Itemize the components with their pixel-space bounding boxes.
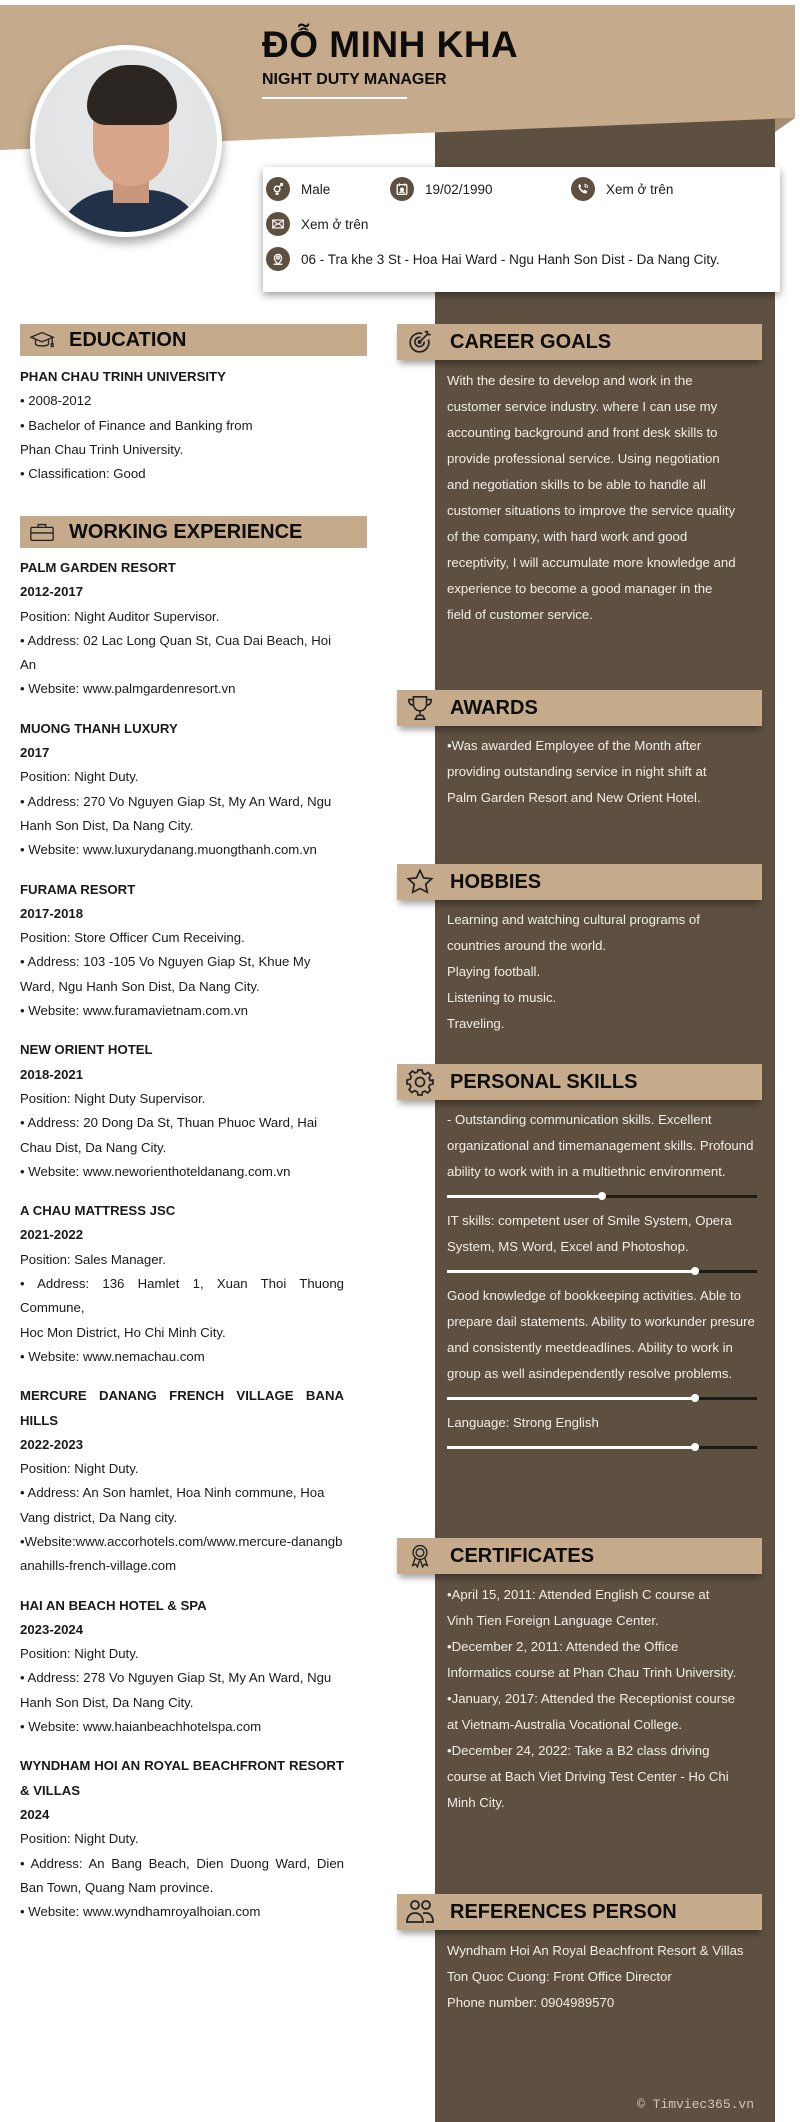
- slider-knob: [691, 1267, 699, 1275]
- slider-knob: [691, 1394, 699, 1402]
- trophy-icon: [405, 693, 435, 723]
- experience-item: PALM GARDEN RESORT 2012-2017 Position: Night Auditor Supervisor. • Address: 02 Lac Long Quan St, Cua Dai Beach, Hoi An • Website: www.palmgardenresort.vn: [20, 560, 332, 697]
- job-title: NIGHT DUTY MANAGER: [262, 71, 447, 88]
- experience-list: [20, 556, 344, 1939]
- education-school: PHAN CHAU TRINH UNIVERSITY: [20, 369, 226, 384]
- location-pin-icon: [266, 247, 290, 271]
- education-content: [20, 365, 344, 486]
- job-title-underline: [262, 97, 407, 99]
- envelope-icon: [266, 212, 290, 236]
- experience-item: FURAMA RESORT 2017-2018 Position: Store Officer Cum Receiving. • Address: 103 -105 Vo Nguyen Giap St, Khue My Ward, Ngu Hanh Son Dist, Da Nang City. • Website: www.furamavietnam.com.vn: [20, 881, 311, 1019]
- reference-person: Ton Quoc Cuong: Front Office Director: [447, 1969, 672, 1984]
- contact-birthday: 19/02/1990: [390, 177, 493, 201]
- hobby-item: Playing football.: [447, 964, 541, 979]
- section-header-awards: AWARDS: [397, 690, 762, 726]
- experience-item: NEW ORIENT HOTEL 2018-2021 Position: Night Duty Supervisor. • Address: 20 Dong Da St, Thuan Phuoc Ward, Hai Chau Dist, Da Nang City. • Website: www.neworienthoteldanang.com.vn: [20, 1042, 318, 1179]
- experience-item: MUONG THANH LUXURY 2017 Position: Night Duty. • Address: 270 Vo Nguyen Giap St, My An Ward, Ngu Hanh Son Dist, Da Nang City. • Website: www.luxurydanang.muongthanh.com.vn: [20, 720, 332, 858]
- certificates-list: [447, 1582, 737, 1816]
- skills-list: [447, 1107, 760, 1459]
- experience-item: MERCURE DANANG FRENCH VILLAGE BANA HILLS 2022-2023 Position: Night Duty. • Address: An Son hamlet, Hoa Ninh commune, Hoa Vang district, Da Nang city. •Website:www.accorhotels.com/www.mercure-danangb anahills-french-village.com: [20, 1388, 344, 1574]
- awards-text: •Was awarded Employee of the Month after providing outstanding service in night shift at Palm Garden Resort and New Orient Hotel.: [447, 738, 707, 805]
- contact-gender: Male: [266, 177, 330, 201]
- skill-level-slider: [447, 1397, 757, 1400]
- section-header-hobbies: HOBBIES: [397, 864, 762, 900]
- phone-icon: [571, 177, 595, 201]
- reference-company: Wyndham Hoi An Royal Beachfront Resort & Villas: [447, 1943, 744, 1958]
- star-icon: [405, 867, 435, 897]
- experience-item: WYNDHAM HOI AN ROYAL BEACHFRONT RESORT & VILLAS 2024 Position: Night Duty. • Address: An Bang Beach, Dien Duong Ward, Dien Ban Town, Quang Nam province. • Website: www.wyndhamroyalhoian.com: [20, 1758, 344, 1920]
- career-goals-text: With the desire to develop and work in the customer service industry. where I can use my accounting background and front desk skills to provide professional service. Using negotiation and negotiation skills to be able to handle all customer situations to improve the service quality of the company, with hard work and good receptivity, I will accumulate more knowledge and experience to become a good manager in the field of customer service.: [447, 373, 736, 622]
- section-header-career-goals: CAREER GOALS: [397, 324, 762, 360]
- section-header-references: REFERENCES PERSON: [397, 1894, 762, 1930]
- target-icon: [405, 327, 435, 357]
- skill-level-slider: [447, 1270, 757, 1273]
- reference-phone: Phone number: 0904989570: [447, 1995, 615, 2010]
- skill-item: IT skills: competent user of Smile System, Opera System, MS Word, Excel and Photoshop.: [447, 1208, 760, 1273]
- experience-item: A CHAU MATTRESS JSC 2021-2022 Position: Sales Manager. • Address: 136 Hamlet 1, Xuan Thoi Thuong Commune, Hoc Mon District, Ho Chi Minh City. • Website: www.nemachau.com: [20, 1203, 344, 1364]
- education-degree: • Bachelor of Finance and Banking from: [20, 417, 253, 433]
- skill-item: Good knowledge of bookkeeping activities. Able to prepare dail statements. Ability to workunder presure and consistently meetdeadlines. Ability to work in group as well asindependently resolve problems.: [447, 1283, 760, 1400]
- gender-icon: [266, 177, 290, 201]
- watermark: © Timviec365.vn: [637, 2097, 755, 2112]
- certificate-item: •December 2, 2011: Attended the Office Informatics course at Phan Chau Trinh University.: [447, 1639, 737, 1680]
- section-header-personal-skills: PERSONAL SKILLS: [397, 1064, 762, 1100]
- section-header-certificates: CERTIFICATES: [397, 1538, 762, 1574]
- candidate-name: ĐỖ MINH KHA: [262, 24, 519, 65]
- certificate-item: •January, 2017: Attended the Receptionist course at Vietnam-Australia Vocational College.: [447, 1691, 736, 1732]
- section-header-experience: WORKING EXPERIENCE: [20, 516, 367, 548]
- briefcase-icon: [29, 521, 55, 543]
- hobby-item: Listening to music.: [447, 990, 557, 1005]
- certificate-item: •December 24, 2022: Take a B2 class driving course at Bach Viet Driving Test Center - Ho Chi Minh City.: [447, 1743, 729, 1810]
- contact-address: 06 - Tra khe 3 St - Hoa Hai Ward - Ngu Hanh Son Dist - Da Nang City.: [266, 247, 720, 271]
- contact-email[interactable]: Xem ở trên: [266, 212, 368, 236]
- education-degree-cont: Phan Chau Trinh University.: [20, 441, 184, 457]
- skill-item: Language: Strong English: [447, 1410, 760, 1449]
- section-header-education: EDUCATION: [20, 324, 367, 356]
- education-years: • 2008-2012: [20, 393, 92, 409]
- skill-item: - Outstanding communication skills. Excellent organizational and timemanagement skills. Profound ability to work with in a multiethnic environment.: [447, 1107, 760, 1198]
- contact-card: [263, 167, 780, 292]
- certificate-item: •April 15, 2011: Attended English C course at Vinh Tien Foreign Language Center.: [447, 1587, 710, 1628]
- skill-level-slider: [447, 1446, 757, 1449]
- profile-photo: [30, 45, 222, 237]
- slider-knob: [691, 1443, 699, 1451]
- skill-level-slider: [447, 1195, 757, 1198]
- hobbies-list: [447, 907, 737, 1037]
- hobby-item: Traveling.: [447, 1016, 505, 1031]
- contact-phone[interactable]: Xem ở trên: [571, 177, 673, 201]
- references-content: [447, 1938, 760, 2016]
- experience-item: HAI AN BEACH HOTEL & SPA 2023-2024 Position: Night Duty. • Address: 278 Vo Nguyen Giap St, My An Ward, Ngu Hanh Son Dist, Da Nang City. • Website: www.haianbeachhotelspa.com: [20, 1597, 332, 1735]
- education-classification: • Classification: Good: [20, 466, 146, 482]
- graduation-cap-icon: [29, 329, 55, 351]
- gear-icon: [405, 1067, 435, 1097]
- slider-knob: [598, 1192, 606, 1200]
- hobby-item: Learning and watching cultural programs of countries around the world.: [447, 912, 700, 953]
- people-icon: [405, 1897, 435, 1927]
- award-ribbon-icon: [405, 1541, 435, 1571]
- header-corner-fold: [775, 118, 795, 132]
- calendar-icon: [390, 177, 414, 201]
